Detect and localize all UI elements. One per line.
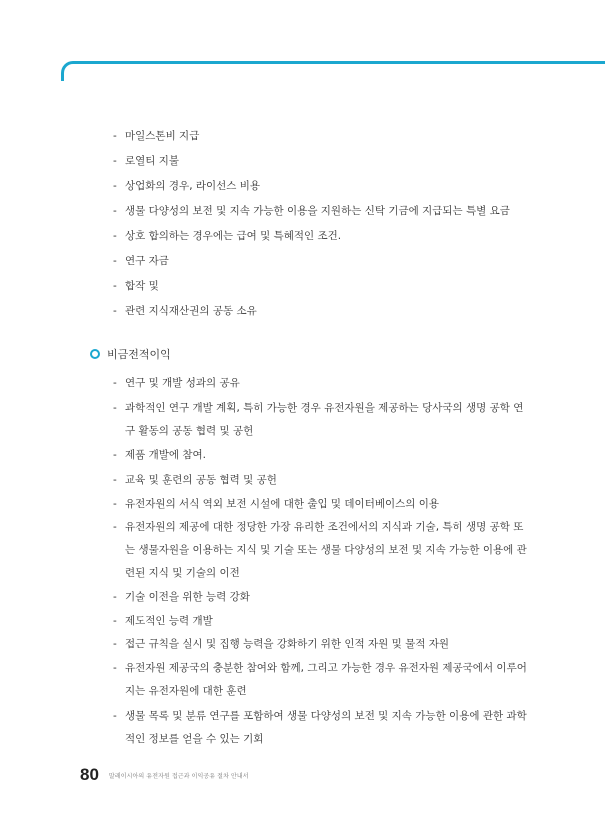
list-item-text: 연구 자금 bbox=[125, 255, 169, 267]
corner-decoration bbox=[61, 61, 91, 81]
dash-bullet: - bbox=[113, 305, 117, 317]
list-item-text: 유전자원의 서식 역외 보전 시설에 대한 출입 및 데이터베이스의 이용 bbox=[125, 498, 440, 510]
list-item bbox=[113, 633, 533, 656]
dash-bullet: - bbox=[113, 230, 117, 242]
header-rule bbox=[91, 61, 605, 64]
list-item-text: 상호 합의하는 경우에는 급여 및 특혜적인 조건. bbox=[125, 230, 342, 242]
list-item bbox=[113, 250, 533, 273]
list-item-text: 생물 다양성의 보전 및 지속 가능한 이용을 지원하는 신탁 기금에 지급되는 특별 요금 bbox=[125, 205, 510, 217]
list-item-text: 기술 이전을 위한 능력 강화 bbox=[125, 591, 250, 603]
page-number: 80 bbox=[80, 765, 99, 784]
dash-bullet: - bbox=[113, 130, 117, 142]
circle-bullet-icon bbox=[90, 349, 100, 359]
list-item bbox=[113, 610, 533, 633]
list-item bbox=[113, 300, 533, 323]
dash-bullet: - bbox=[113, 521, 117, 533]
dash-bullet: - bbox=[113, 710, 117, 722]
dash-bullet: - bbox=[113, 498, 117, 510]
list-item-text: 마일스톤비 지급 bbox=[125, 130, 200, 142]
list-item bbox=[113, 150, 533, 173]
list-item bbox=[113, 657, 533, 703]
dash-bullet: - bbox=[113, 402, 117, 414]
dash-bullet: - bbox=[113, 591, 117, 603]
dash-bullet: - bbox=[113, 615, 117, 627]
dash-bullet: - bbox=[113, 255, 117, 267]
dash-bullet: - bbox=[113, 377, 117, 389]
list-item bbox=[113, 705, 533, 751]
list-item-text: 제품 개발에 참여. bbox=[125, 449, 207, 461]
list-item bbox=[113, 444, 533, 467]
list-item bbox=[113, 200, 533, 223]
list-item-text: 유전자원 제공국의 충분한 참여와 함께, 그리고 가능한 경우 유전자원 제공국에서 이루어지는 유전자원에 대한 훈련 bbox=[125, 662, 527, 697]
dash-bullet: - bbox=[113, 180, 117, 192]
footer-title: 말레이시아의 유전자원 접근과 이익공유 절차 안내서 bbox=[108, 772, 249, 780]
list-item-text: 관련 지식재산권의 공동 소유 bbox=[125, 305, 257, 317]
list-item bbox=[113, 225, 533, 248]
list-item-text: 연구 및 개발 성과의 공유 bbox=[125, 377, 240, 389]
dash-bullet: - bbox=[113, 449, 117, 461]
page-footer bbox=[80, 763, 249, 787]
list-item-text: 제도적인 능력 개발 bbox=[125, 615, 213, 627]
dash-bullet: - bbox=[113, 205, 117, 217]
section-title: 비금전적이익 bbox=[107, 348, 171, 361]
list-item-text: 상업화의 경우, 라이선스 비용 bbox=[125, 180, 261, 192]
list-item-text: 로열티 지불 bbox=[125, 155, 180, 167]
dash-bullet: - bbox=[113, 638, 117, 650]
list-item bbox=[113, 372, 533, 395]
list-item bbox=[113, 275, 533, 298]
section-heading bbox=[90, 343, 171, 365]
list-item-text: 과학적인 연구 개발 계획, 특히 가능한 경우 유전자원을 제공하는 당사국의 생명 공학 연구 활동의 공동 협력 및 공헌 bbox=[125, 402, 524, 437]
list-item bbox=[113, 493, 533, 516]
list-item-text: 교육 및 훈련의 공동 협력 및 공헌 bbox=[125, 474, 277, 486]
list-item-text: 합작 및 bbox=[125, 280, 159, 292]
dash-bullet: - bbox=[113, 280, 117, 292]
list-item bbox=[113, 516, 533, 585]
list-item bbox=[113, 469, 533, 492]
list-item-text: 접근 규칙을 실시 및 집행 능력을 강화하기 위한 인적 자원 및 물적 자원 bbox=[125, 638, 450, 650]
list-item-text: 생물 목록 및 분류 연구를 포함하여 생물 다양성의 보전 및 지속 가능한 이용에 관한 과학적인 정보를 얻을 수 있는 기회 bbox=[125, 710, 527, 745]
list-item bbox=[113, 397, 533, 443]
dash-bullet: - bbox=[113, 662, 117, 674]
list-item-text: 유전자원의 제공에 대한 정당한 가장 유리한 조건에서의 지식과 기술, 특히 생명 공학 또는 생물자원을 이용하는 지식 및 기술 또는 생물 다양성의 보전 및 지속 가능한 이용에 관련된 지식 및 기술의 이전 bbox=[125, 521, 527, 579]
dash-bullet: - bbox=[113, 474, 117, 486]
dash-bullet: - bbox=[113, 155, 117, 167]
list-item bbox=[113, 586, 533, 609]
list-item bbox=[113, 175, 533, 198]
list-item bbox=[113, 125, 533, 148]
